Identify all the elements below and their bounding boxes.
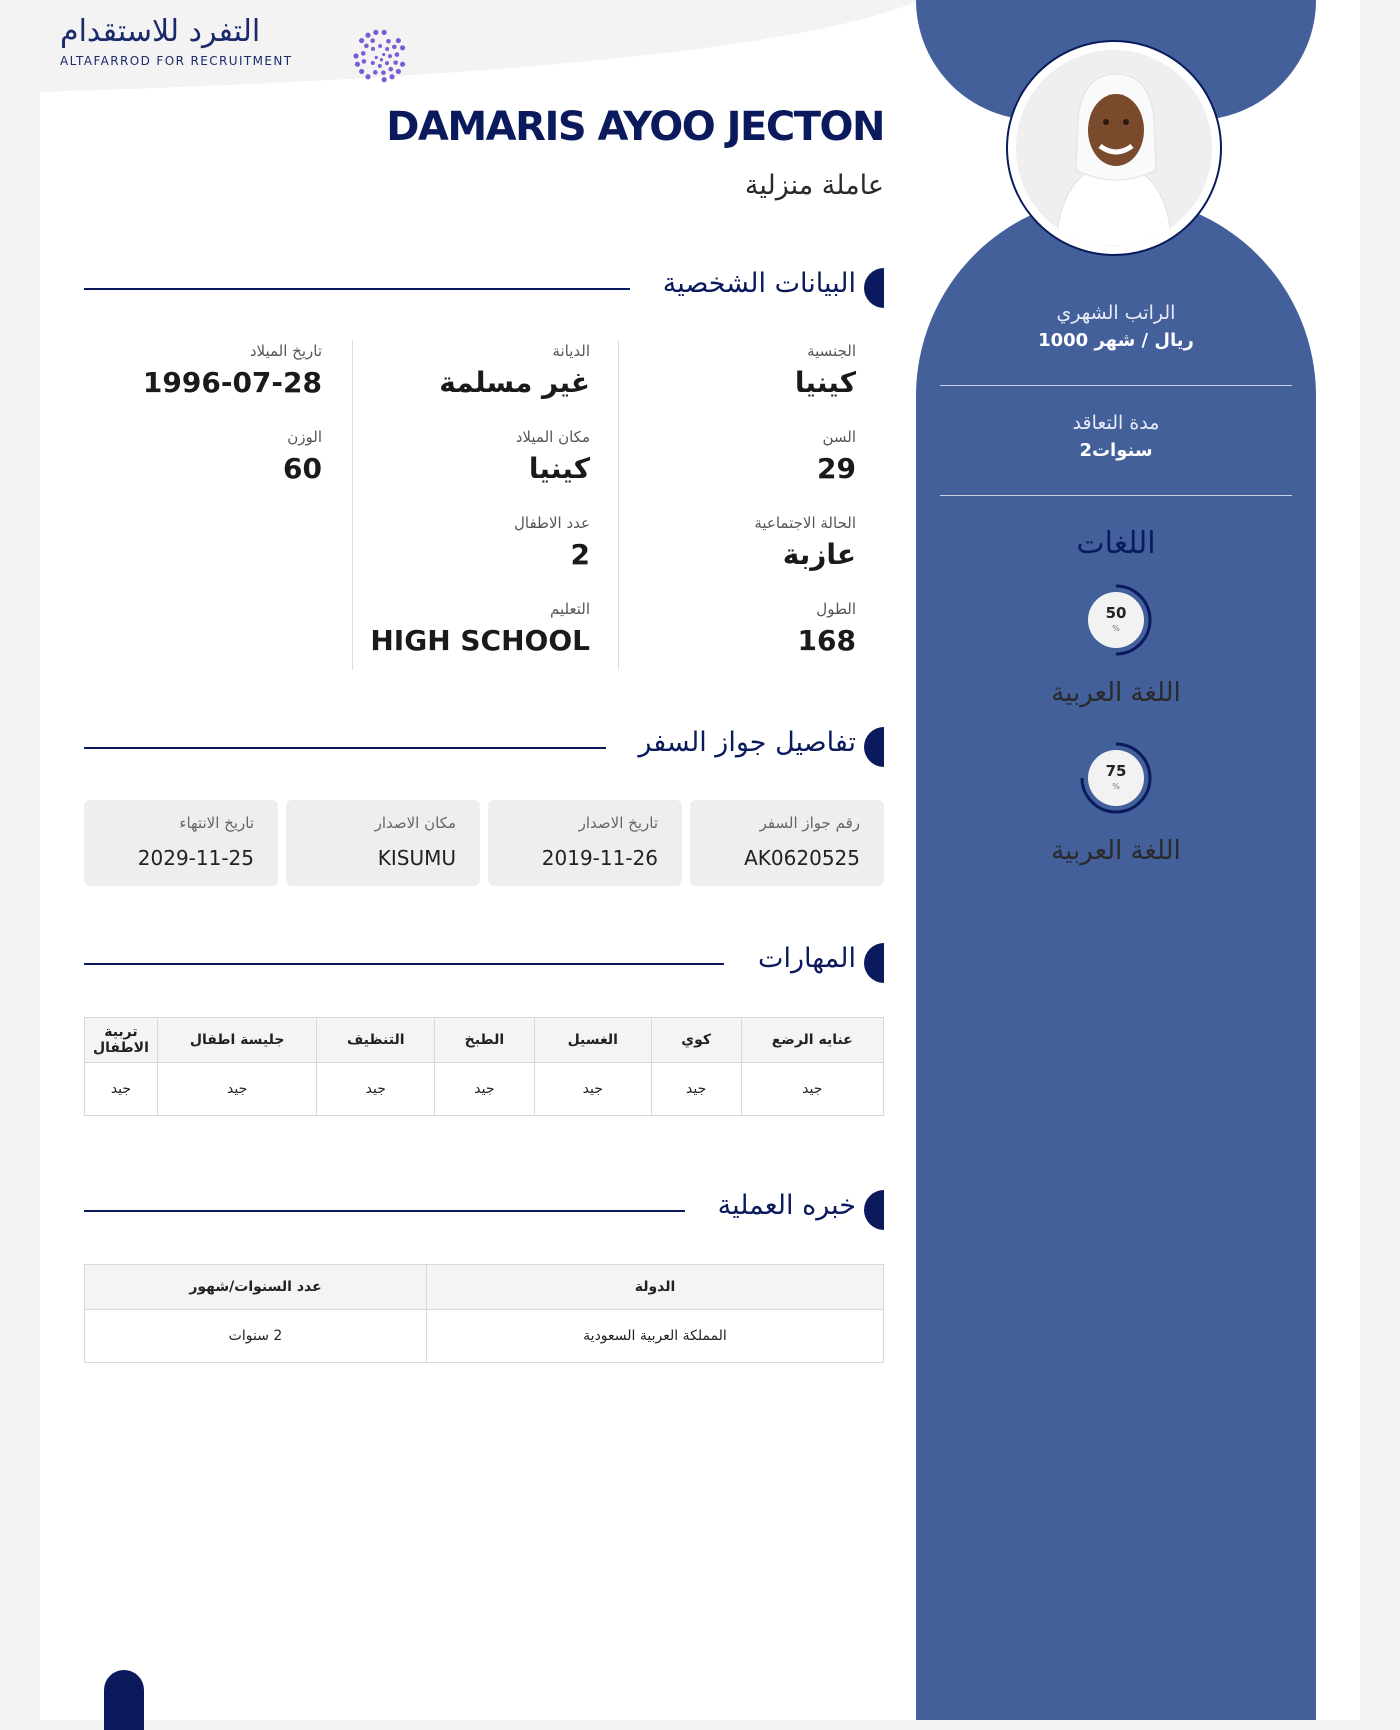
skill-value: جيد <box>317 1063 435 1116</box>
info-birthplace <box>516 428 590 485</box>
info-value: 60 <box>283 452 322 485</box>
logo-dot <box>353 53 358 58</box>
languages-title: اللغات <box>1076 526 1156 561</box>
percent-unit: % <box>1112 624 1120 633</box>
info-label: الديانة <box>552 342 590 360</box>
logo-dot <box>382 53 385 56</box>
personal-column <box>352 340 618 670</box>
info-label: الجنسية <box>807 342 856 360</box>
logo-dot <box>371 61 375 65</box>
company-logo <box>60 14 360 74</box>
skill-value: جيد <box>651 1063 741 1116</box>
logo-dot <box>381 70 386 75</box>
logo-dot <box>392 45 397 50</box>
info-label: السن <box>822 428 856 446</box>
footer-marker <box>104 1670 144 1730</box>
skill-header: جليسة اطفال <box>157 1018 317 1063</box>
skill-value: جيد <box>435 1063 535 1116</box>
logo-english-name: ALTAFARROD FOR RECRUITMENT <box>60 54 293 68</box>
info-label: عدد الاطفال <box>514 514 590 532</box>
logo-dot <box>373 30 378 35</box>
section-title: خبره العملية <box>717 1190 856 1221</box>
info-education <box>370 600 590 657</box>
sidebar <box>916 0 1316 1720</box>
logo-dot <box>378 64 382 68</box>
salary-block <box>916 302 1316 351</box>
candidate-name: DAMARIS AYOO JECTON <box>386 104 884 150</box>
passport-label: تاريخ الاصدار <box>578 814 658 832</box>
logo-dot <box>373 70 378 75</box>
logo-dot <box>382 77 387 82</box>
passport-card-issue-place <box>286 800 480 886</box>
section-line <box>84 288 630 290</box>
passport-card-issue-date <box>488 800 682 886</box>
info-value: كينيا <box>794 366 856 399</box>
passport-card-expiry <box>84 800 278 886</box>
table-header-row <box>85 1018 884 1063</box>
table-row <box>85 1063 884 1116</box>
logo-dot <box>393 60 398 65</box>
sidebar-divider <box>940 495 1292 496</box>
info-value: غير مسلمة <box>439 366 590 399</box>
logo-dot <box>378 44 382 48</box>
info-children <box>514 514 590 571</box>
skill-header: الغسيل <box>534 1018 651 1063</box>
info-label: مكان الميلاد <box>515 428 590 446</box>
logo-dot <box>396 69 401 74</box>
logo-dot <box>364 44 369 49</box>
logo-dot <box>365 33 370 38</box>
info-value: 168 <box>797 624 856 657</box>
info-value: كينيا <box>528 452 590 485</box>
info-value: HIGH SCHOOL <box>370 624 590 657</box>
passport-value: AK0620525 <box>744 846 860 870</box>
passport-value: 2029-11-25 <box>137 846 254 870</box>
skill-value: جيد <box>534 1063 651 1116</box>
section-marker <box>864 727 884 767</box>
logo-dot <box>375 56 378 59</box>
info-value: 2 <box>570 538 590 571</box>
language-percent: 50 <box>1105 604 1127 622</box>
logo-dot <box>388 67 393 72</box>
section-line <box>84 963 724 965</box>
passport-label: مكان الاصدار <box>374 814 456 832</box>
logo-dot <box>382 30 387 35</box>
experience-table <box>84 1264 884 1363</box>
logo-arabic-name: التفرد للاستقدام <box>60 14 261 49</box>
section-header-skills <box>84 943 884 983</box>
passport-label: تاريخ الانتهاء <box>179 814 254 832</box>
salary-value: 1000 ريال / شهر <box>1038 330 1194 351</box>
sidebar-divider <box>940 385 1292 386</box>
salary-label: الراتب الشهري <box>1056 302 1176 324</box>
personal-column <box>84 340 350 670</box>
logo-dot <box>362 59 367 64</box>
logo-dot <box>400 45 405 50</box>
percent-unit: % <box>1112 782 1120 791</box>
skill-header: التنظيف <box>317 1018 435 1063</box>
skill-header: الطبخ <box>435 1018 535 1063</box>
info-label: الطول <box>816 600 856 618</box>
info-value: عازبة <box>782 538 856 571</box>
language-gauge <box>1078 740 1154 816</box>
logo-dot <box>388 54 392 58</box>
logo-dot <box>400 62 405 67</box>
info-height <box>798 600 856 657</box>
section-line <box>84 1210 685 1212</box>
contract-value: 2سنوات <box>1079 440 1153 461</box>
logo-dot <box>370 38 375 43</box>
info-value: 1996-07-28 <box>142 366 322 399</box>
logo-dot <box>359 69 364 74</box>
experience-country: المملكة العربية السعودية <box>427 1310 884 1363</box>
skills-table <box>84 1017 884 1116</box>
experience-header: الدولة <box>427 1265 884 1310</box>
skill-value: جيد <box>85 1063 158 1116</box>
logo-dot <box>385 47 389 51</box>
personal-column <box>618 340 884 670</box>
section-title: تفاصيل جواز السفر <box>638 727 856 758</box>
info-age <box>817 428 856 485</box>
logo-dot <box>396 38 401 43</box>
info-marital-status <box>754 514 856 571</box>
section-marker <box>864 943 884 983</box>
passport-cards <box>84 800 884 886</box>
logo-dot <box>359 38 364 43</box>
info-label: التعليم <box>550 600 590 618</box>
profile-photo <box>1016 50 1212 246</box>
table-row <box>85 1310 884 1363</box>
skill-value: جيد <box>741 1063 884 1116</box>
table-header-row <box>85 1265 884 1310</box>
section-header-passport <box>84 727 884 767</box>
passport-value: 2019-11-26 <box>541 846 658 870</box>
logo-dot <box>361 51 366 56</box>
language-gauge <box>1078 582 1154 658</box>
logo-dot <box>386 39 391 44</box>
profile-photo-frame <box>1006 40 1222 256</box>
section-title: المهارات <box>758 943 856 974</box>
logo-dot <box>395 52 400 57</box>
section-title: البيانات الشخصية <box>662 268 856 299</box>
logo-dot <box>355 62 360 67</box>
job-title: عاملة منزلية <box>744 170 884 201</box>
section-marker <box>864 1190 884 1230</box>
dotted-circle-logo-icon <box>352 28 408 84</box>
language-percent: 75 <box>1105 762 1127 780</box>
contract-block <box>916 412 1316 461</box>
logo-dot <box>365 74 370 79</box>
skill-value: جيد <box>157 1063 317 1116</box>
skill-header: عنايه الرضع <box>741 1018 884 1063</box>
experience-header: عدد السنوات/شهور <box>85 1265 427 1310</box>
info-label: الوزن <box>287 428 322 446</box>
language-name: اللغة العربية <box>1051 836 1181 866</box>
logo-dot <box>371 47 375 51</box>
contract-label: مدة التعاقد <box>1072 412 1160 434</box>
info-religion <box>439 342 590 399</box>
info-birth-date <box>143 342 322 399</box>
section-line <box>84 747 606 749</box>
personal-info-grid <box>84 340 884 670</box>
logo-dot <box>380 58 383 61</box>
passport-card-number <box>690 800 884 886</box>
passport-value: KISUMU <box>377 846 456 870</box>
logo-dot <box>385 61 389 65</box>
info-weight <box>283 428 322 485</box>
info-nationality <box>795 342 856 399</box>
info-label: تاريخ الميلاد <box>249 342 322 360</box>
language-name: اللغة العربية <box>1051 678 1181 708</box>
info-value: 29 <box>817 452 856 485</box>
section-marker <box>864 268 884 308</box>
passport-label: رقم جواز السفر <box>759 814 860 832</box>
skill-header: كوي <box>651 1018 741 1063</box>
skill-header: تربية الاطفال <box>85 1018 158 1063</box>
section-header-experience <box>84 1190 884 1230</box>
logo-dot <box>389 74 394 79</box>
experience-duration: 2 سنوات <box>85 1310 427 1363</box>
section-header-personal <box>84 268 884 308</box>
info-label: الحالة الاجتماعية <box>754 514 856 532</box>
